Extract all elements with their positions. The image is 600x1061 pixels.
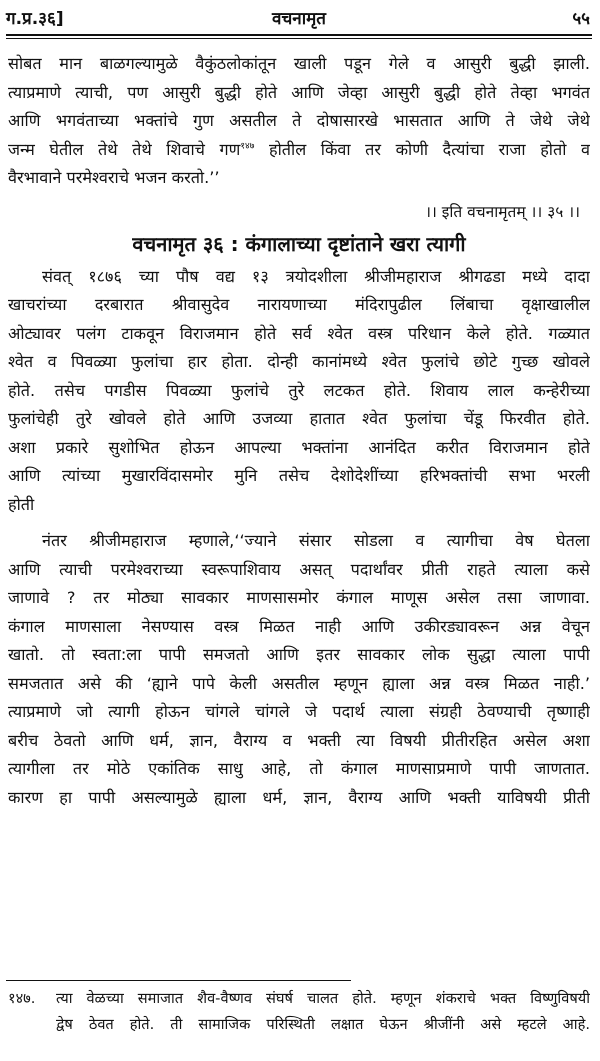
text-line: होते. तसेच पगडीस पिवळ्या फुलांचे तुरे लटकत होते. शिवाय लाल कन्हेरीच्या <box>8 380 590 400</box>
footnote-divider <box>6 980 351 981</box>
text-line: खातो. तो स्वता:ला पापी समजतो आणि इतर सावकार लोक सुद्धा त्याला पापी <box>8 645 590 664</box>
section-reference: ग.प्र.३६] <box>6 9 64 29</box>
paragraph-discourse <box>8 527 590 812</box>
text-line: त्यागीला तर मोठे एकांतिक साधु आहे, तो कंगाल माणसाप्रमाणे पापी जाणतात. <box>8 759 590 778</box>
text-line: श्वेत व पिवळ्या फुलांचा हार होता. दोन्ही कानांमध्ये श्वेत फुलांचे छोटे गुच्छ खोवले <box>8 352 590 371</box>
text-line: आणि त्याची परमेश्वराच्या स्वरूपाशिवाय असत् पदार्थांवर प्रीती राहते त्याला कसे <box>8 559 590 579</box>
text-line: समजतात असे की ‘ह्याने पापे केली असतील म्हणून ह्याला अन्न वस्त्र मिळत नाही.’ <box>8 673 590 693</box>
footnote-number: १४७. <box>8 990 36 1007</box>
text-line: वैरभावाने परमेश्वराचे भजन करतो.’’ <box>8 168 220 187</box>
footnote-line <box>8 986 590 1012</box>
paragraph-spacer <box>8 519 590 527</box>
text-line: कारण हा पापी असल्यामुळे ह्याला धर्म, ज्ञान, वैराग्य आणि भक्ती याविषयी प्रीती <box>8 787 590 807</box>
text-line: कंगाल माणसाला नेसण्यास वस्त्र मिळत नाही आणि उकीरड्यावरून अन्न वेचून <box>8 616 590 636</box>
chapter-title: वचनामृत ३६ : कंगालाच्या दृष्टांताने खरा त्यागी <box>132 231 466 256</box>
text-line: होती <box>8 494 35 514</box>
text-line: नंतर श्रीजीमहाराज म्हणाले,‘‘ज्याने संसार सोडला व त्यागीचा वेष घेतला <box>42 531 590 550</box>
paragraph-setting <box>8 263 590 520</box>
text-line: खाचरांच्या दरबारात श्रीवासुदेव नारायणाच्या मंदिरापुढील लिंबाचा वृक्षाखालील <box>8 295 590 314</box>
paragraph-continued <box>8 50 590 193</box>
text-fragment: होतील किंवा तर कोणी दैत्यांचा राजा होतो व <box>268 139 590 159</box>
text-line: ओट्यावर पलंग टाकवून विराजमान होते सर्व श्वेत वस्त्र परिधान केले होते. गळ्यात <box>8 323 590 343</box>
footnote-text: त्या वेळच्या समाजात शैव-वैष्णव संघर्ष चालत होते. म्हणून शंकराचे भक्त विष्णुविषयी <box>56 990 590 1007</box>
text-fragment: जन्म घेतील तेथे तेथे शिवाचे गण <box>8 139 241 159</box>
text-line: फुलांचेही तुरे खोवले होते आणि उजव्या हातात श्वेत फुलांचा चेंडू फिरवीत होते. <box>8 409 590 428</box>
header-rule-thick <box>6 34 592 36</box>
running-title: वचनामृत <box>272 9 326 29</box>
footnote <box>8 986 590 1038</box>
chapter-closing: ।। इति वचनामृतम् ।। ३५ ।। <box>425 202 580 221</box>
text-line: त्याप्रमाणे जो त्यागी होऊन चांगले चांगले जे पदार्थ त्याला संग्रही ठेवण्याची तृष्णाही <box>8 702 590 721</box>
text-line: बरीच ठेवतो आणि धर्म, ज्ञान, वैराग्य व भक्ती त्या विषयी प्रीतीरहित असेल अशा <box>8 730 590 750</box>
text-line: आणि भगवंताच्या भक्तांचे गुण असतील ते दोषासारखे भासतात आणि ते जेथे जेथे <box>8 111 590 130</box>
page-number: ५५ <box>572 9 590 29</box>
body-text <box>8 50 590 812</box>
text-line: संवत् १८७६ च्या पौष वद्य १३ त्रयोदशीला श्रीजीमहाराज श्रीगढडा मध्ये दादा <box>42 266 590 286</box>
text-line: जाणावे ? तर मोठ्या सावकार माणसासमोर कंगाल माणूस असेल तसा जाणावा. <box>8 588 590 607</box>
text-line: आणि त्यांच्या मुखारविंदासमोर मुनि तसेच देशोदेशींच्या हरिभक्तांची सभा भरली <box>8 466 590 485</box>
footnote-marker: १४७ <box>240 141 255 152</box>
text-line: अशा प्रकारे सुशोभित होऊन आपल्या भक्तांना आनंदित करीत विराजमान होते <box>8 437 590 457</box>
text-line: त्याप्रमाणे त्याची, पण आसुरी बुद्धी होते आणि जेव्हा आसुरी बुद्धी होते तेव्हा भगवंत <box>8 82 590 102</box>
header-rule-thin <box>6 38 592 39</box>
footnote-line: द्वेष ठेवत होते. ती सामाजिक परिस्थिती लक्षात घेऊन श्रीजींनी असे म्हटले आहे. <box>56 1016 590 1033</box>
text-line-with-footnote <box>8 136 590 165</box>
page-header <box>6 4 592 34</box>
text-line: सोबत मान बाळगल्यामुळे वैकुंठलोकांतून खाली पडून गेले व आसुरी बुद्धी झाली. <box>8 54 590 73</box>
